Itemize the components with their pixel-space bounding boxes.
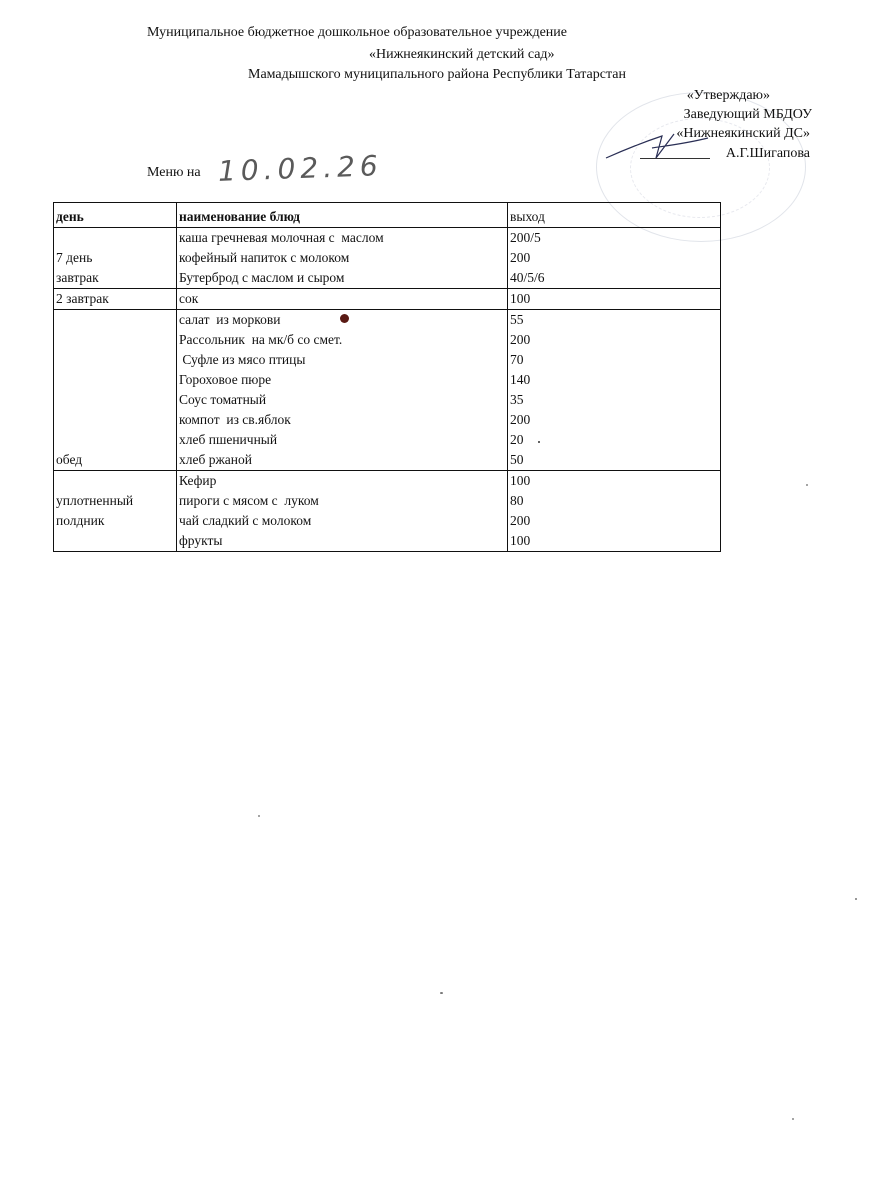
output-cell [508, 471, 721, 552]
dish-text: Суфле из мясо птицы [179, 352, 306, 367]
output-text: 40/5/6 [510, 270, 545, 285]
ink-speck [806, 484, 808, 486]
dish-text: каша гречневая молочная с маслом [179, 230, 384, 245]
dish-text: пироги с мясом с луком [179, 493, 319, 508]
kindergarten-name: «Нижнеякинский детский сад» [369, 47, 555, 62]
header-day: день [54, 203, 177, 228]
district-name: Мамадышского муниципального района Республики Татарстан [248, 67, 626, 82]
dish-text: фрукты [179, 533, 223, 548]
dish-text: салат из моркови [179, 312, 281, 327]
dish-text: Рассольник на мк/б со смет. [179, 332, 343, 347]
ink-speck [855, 898, 857, 900]
ink-speck [538, 441, 540, 443]
output-text: 80 [510, 493, 524, 508]
output-text: 100 [510, 473, 531, 488]
menu-table [53, 202, 721, 552]
output-cell [508, 310, 721, 471]
output-text: 200 [510, 250, 531, 265]
dish-cell [177, 228, 508, 289]
ink-speck [440, 992, 443, 994]
dish-text: Соус томатный [179, 392, 267, 407]
dish-text: хлеб пшеничный [179, 432, 278, 447]
meal-cell [54, 471, 177, 552]
output-text: 200 [510, 513, 531, 528]
table-row [54, 310, 721, 471]
dish-cell [177, 289, 508, 310]
meal-text: полдник [56, 513, 105, 528]
approval-heading: «Утверждаю» [686, 88, 770, 103]
approval-position: Заведующий МБДОУ [683, 107, 812, 122]
output-cell [508, 228, 721, 289]
header-dish: наименование блюд [177, 203, 508, 228]
meal-text: завтрак [56, 270, 99, 285]
meal-text: обед [56, 452, 83, 467]
handwritten-signature [604, 128, 714, 168]
meal-cell [54, 228, 177, 289]
table-row [54, 289, 721, 310]
ink-speck [792, 1118, 794, 1120]
approval-organization: «Нижнеякинский ДС» [676, 126, 810, 141]
output-text: 200/5 [510, 230, 541, 245]
dish-text: чай сладкий с молоком [179, 513, 312, 528]
meal-text: 7 день [56, 250, 93, 265]
output-text: 200 [510, 412, 531, 427]
meal-cell [54, 310, 177, 471]
output-text: 100 [510, 291, 531, 306]
meal-text: 2 завтрак [56, 291, 109, 306]
table-row [54, 471, 721, 552]
output-text: 100 [510, 533, 531, 548]
meal-cell [54, 289, 177, 310]
header-output: выход [508, 203, 721, 228]
institution-name: Муниципальное бюджетное дошкольное образовательное учреждение [147, 25, 567, 40]
ink-spot [340, 314, 349, 323]
dish-text: компот из св.яблок [179, 412, 291, 427]
dish-text: Гороховое пюре [179, 372, 272, 387]
output-text: 200 [510, 332, 531, 347]
output-text: 20 [510, 432, 524, 447]
menu-date-handwritten: 10.02.26 [217, 149, 384, 188]
output-text: 35 [510, 392, 524, 407]
table-header-row [54, 203, 721, 228]
dish-text: Бутерброд с маслом и сыром [179, 270, 345, 285]
meal-text: уплотненный [56, 493, 134, 508]
dish-text: кофейный напиток с молоком [179, 250, 350, 265]
output-text: 50 [510, 452, 524, 467]
dish-cell [177, 471, 508, 552]
output-text: 70 [510, 352, 524, 367]
table-row [54, 228, 721, 289]
menu-label: Меню на [147, 165, 201, 180]
dish-text: Кефир [179, 473, 217, 488]
ink-speck [258, 815, 260, 817]
approval-signatory: А.Г.Шигапова [725, 146, 810, 161]
output-cell [508, 289, 721, 310]
dish-cell [177, 310, 508, 471]
dish-text: хлеб ржаной [179, 452, 252, 467]
output-text: 55 [510, 312, 524, 327]
dish-text: сок [179, 291, 199, 306]
output-text: 140 [510, 372, 531, 387]
